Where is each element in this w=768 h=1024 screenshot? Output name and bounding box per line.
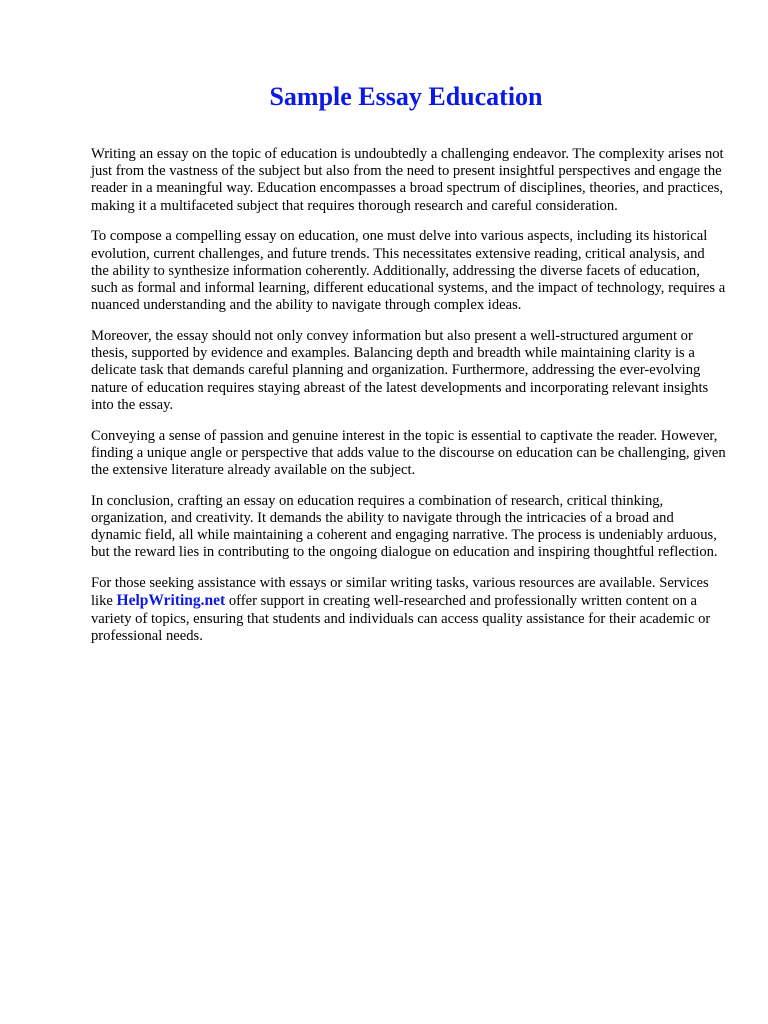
paragraph-6-text-before-link: For those seeking assistance with essays or similar writing tasks, various resources are available. Services like xyxy=(91,575,709,610)
paragraph-4: Conveying a sense of passion and genuine interest in the topic is essential to captivate the reader. However, finding a unique angle or perspective that adds value to the discourse on education can be challenging, given the extensive literature already available on the subject. xyxy=(91,427,726,479)
page-title: Sample Essay Education xyxy=(269,82,543,111)
paragraph-3: Moreover, the essay should not only convey information but also present a well-structured argument or thesis, supported by evidence and examples. Balancing depth and breadth while maintaining clarity is a delicate task that demands careful planning and organization. Furthermore, addressing the ever-evolving nature of education requires staying abreast of the latest developments and incorporating relevant insights into the essay. xyxy=(91,328,709,413)
paragraph-6-text-after-link: offer support in creating well-researched and professionally written content on a variety of topics, ensuring that students and individuals can access quality assistance for their academic or professional needs. xyxy=(91,593,711,644)
paragraph-6 xyxy=(91,575,726,645)
paragraph-5: In conclusion, crafting an essay on education requires a combination of research, critical thinking, organization, and creativity. It demands the ability to navigate through the intricacies of a broad and dynamic field, all while maintaining a coherent and engaging narrative. The process is undeniably arduous, but the reward lies in contributing to the ongoing dialogue on education and inspiring thoughtful reflection. xyxy=(91,492,718,561)
essay-body xyxy=(91,146,726,659)
paragraph-2: To compose a compelling essay on education, one must delve into various aspects, including its historical evolution, current challenges, and future trends. This necessitates extensive reading, critical analysis, and the ability to synthesize information coherently. Additionally, addressing the diverse facets of education, such as formal and informal learning, different educational systems, and the impact of technology, requires a nuanced understanding and the ability to navigate through complex ideas. xyxy=(91,228,726,314)
helpwriting-link[interactable]: HelpWriting.net xyxy=(116,592,226,610)
paragraph-1: Writing an essay on the topic of education is undoubtedly a challenging endeavor. The complexity arises not just from the vastness of the subject but also from the need to present insightful perspectives and engage the reader in a meaningful way. Education encompasses a broad spectrum of disciplines, theories, and practices, making it a multifaceted subject that requires thorough research and careful consideration. xyxy=(91,146,724,214)
